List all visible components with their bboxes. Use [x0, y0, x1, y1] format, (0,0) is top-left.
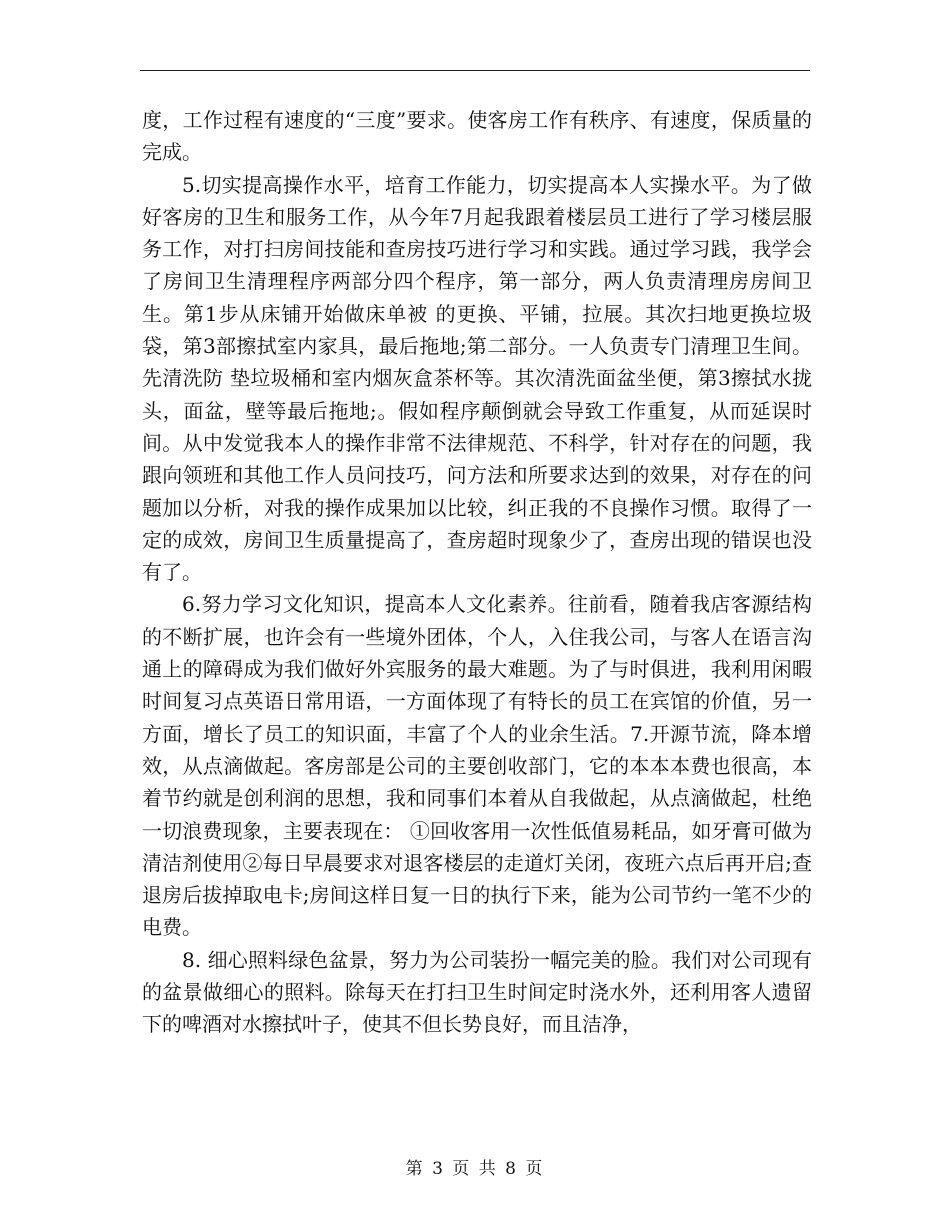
- paragraph-item-5: 5.切实提高操作水平，培育工作能力，切实提高本人实操水平。为了做好客房的卫生和服务工作，从今年7月起我跟着楼层员工进行了学习楼层服务工作，对打扫房间技能和查房技巧进行学习和实践。通过学习践，我学会了房间卫生清理程序两部分四个程序，第一部分，两人负责清理房房间卫生。第1步从床铺开始做床单被 的更换、平铺，拉展。其次扫地更换垃圾袋，第3部擦拭室内家具，最后拖地;第二部分。一人负责专门清理卫生间。先清洗防 垫垃圾桶和室内烟灰盒茶杯等。其次清洗面盆坐便，第3擦拭水拢头，面盆，壁等最后拖地;。假如程序颠倒就会导致工作重复，从而延误时间。从中发觉我本人的操作非常不法律规范、不科学，针对存在的问题，我跟向领班和其他工作人员问技巧，问方法和所要求达到的效果，对存在的问题加以分析，对我的操作成果加以比较，纠正我的不良操作习惯。取得了一定的成效，房间卫生质量提高了，查房超时现象少了，查房出现的错误也没有了。: [142, 172, 812, 585]
- paragraph-item-8: 8. 细心照料绿色盆景，努力为公司装扮一幅完美的脸。我们对公司现有的盆景做细心的照料。除每天在打扫卫生时间定时浇水外，还利用客人遗留下的啤酒对水擦拭叶子，使其不但长势良好，而且洁净，: [142, 947, 812, 1037]
- document-body: [142, 104, 812, 1041]
- paragraph-continuation: 度，工作过程有速度的“三度”要求。使客房工作有秩序、有速度，保质量的完成。: [142, 108, 812, 165]
- paragraph-item-6: 6.努力学习文化知识，提高本人文化素养。往前看，随着我店客源结构的不断扩展，也许会有一些境外团体，个人，入住我公司，与客人在语言沟通上的障碍成为我们做好外宾服务的最大难题。为了与时俱进，我利用闲暇时间复习点英语日常用语，一方面体现了有特长的员工在宾馆的价值，另一方面，增长了员工的知识面，丰富了个人的业余生活。7.开源节流，降本增效，从点滴做起。客房部是公司的主要创收部门，它的本本本费也很高，本着节约就是创利润的思想，我和同事们本着从自我做起，从点滴做起，杜绝一切浪费现象，主要表现在： ①回收客用一次性低值易耗品，如牙膏可做为清洁剂使用②每日早晨要求对退客楼层的走道灯关闭，夜班六点后再开启;查退房后拔掉取电卡;房间这样日复一日的执行下来，能为公司节约一笔不少的电费。: [142, 592, 812, 940]
- header-rule: [140, 70, 810, 71]
- page-number-footer: 第 3 页 共 8 页: [405, 1159, 545, 1179]
